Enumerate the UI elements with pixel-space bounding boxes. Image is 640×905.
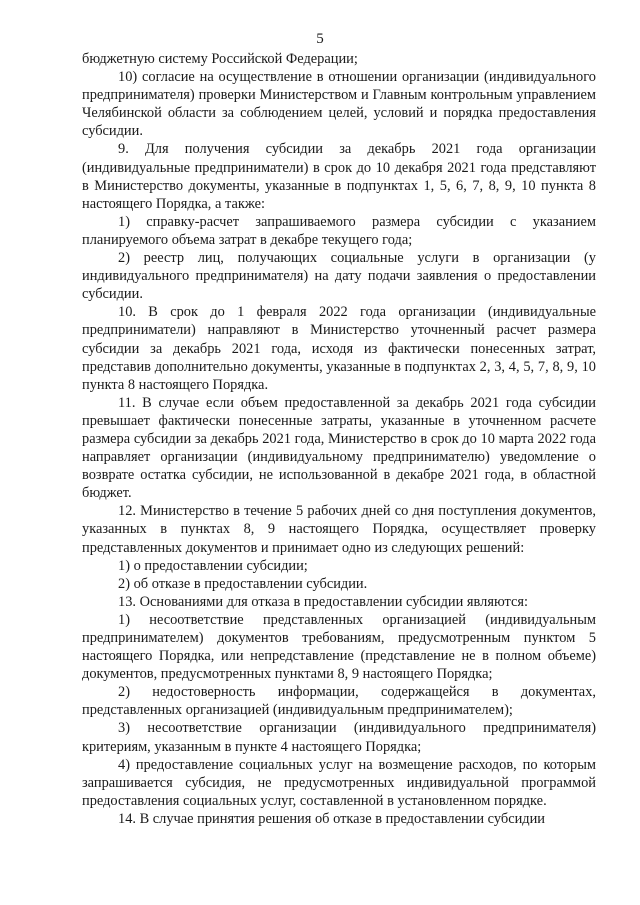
paragraph: 1) о предоставлении субсидии; [118,557,308,574]
paragraph: 1) справку-расчет запрашиваемого размера субсидии с указанием планируемого объема затрат в декабре текущего года; [82,213,596,248]
paragraph: 3) несоответствие организации (индивидуального предпринимателя) критериям, указанным в пункте 4 настоящего Порядка; [82,720,596,755]
paragraph: 11. В случае если объем предоставленной за декабрь 2021 года субсидии превышает фактически понесенные затраты, указанные в уточненном расчете размера субсидии за декабрь 2021 года, Министерство в срок до 10 марта 2022 года направляет организации (индивидуальному предпринимателю) уведомление о возврате остатка субсидии, не использованной в декабре 2021 года, в областной бюджет. [82,394,596,502]
document-body [82,50,596,828]
paragraph: 9. Для получения субсидии за декабрь 2021 года организации (индивидуальные предприниматели) в срок до 10 декабря 2021 года представляют в Министерство документы, указанные в подпунктах 1, 5, 6, 7, 8, 9, 10 пункта 8 настоящего Порядка, а также: [82,141,596,212]
paragraph: 2) об отказе в предоставлении субсидии. [118,575,368,592]
paragraph: 13. Основаниями для отказа в предоставлении субсидии являются: [118,593,528,610]
paragraph: 12. Министерство в течение 5 рабочих дней со дня поступления документов, указанных в пунктах 8, 9 настоящего Порядка, осуществляет проверку представленных документов и принимает одно из следующих решений: [82,503,596,556]
paragraph: 2) недостоверность информации, содержащейся в документах, представленных организацией (индивидуальным предпринимателем); [82,684,596,719]
paragraph: 4) предоставление социальных услуг на возмещение расходов, по которым запрашивается субсидия, не предусмотренных индивидуальной программой предоставления социальных услуг, составленной в установленном порядке. [82,756,596,809]
paragraph: 1) несоответствие представленных организацией (индивидуальным предпринимателем) документов требованиям, предусмотренным пунктом 5 настоящего Порядка, или непредставление (представление не в полном объеме) документов, предусмотренных пунктами 8, 9 настоящего Порядка; [82,611,596,683]
paragraph: 10. В срок до 1 февраля 2022 года организации (индивидуальные предприниматели) направляют в Министерство уточненный расчет размера субсидии за декабрь 2021 года, исходя из фактически понесенных затрат, представив дополнительно документы, указанные в подпунктах 2, 3, 4, 5, 7, 8, 9, 10 пункта 8 настоящего Порядка. [82,304,596,393]
paragraph: 2) реестр лиц, получающих социальные услуги в организации (у индивидуального предпринимателя) на дату подачи заявления о предоставлении субсидии. [82,250,596,303]
paragraph: 10) согласие на осуществление в отношении организации (индивидуального предпринимателя) проверки Министерством и Главным контрольным управлением Челябинской области за соблюдением целей, условий и порядка предоставления субсидии. [82,69,596,140]
paragraph: 14. В случае принятия решения об отказе в предоставлении субсидии [118,810,546,827]
paragraph: бюджетную систему Российской Федерации; [82,51,358,67]
page-number: 5 [316,31,324,47]
